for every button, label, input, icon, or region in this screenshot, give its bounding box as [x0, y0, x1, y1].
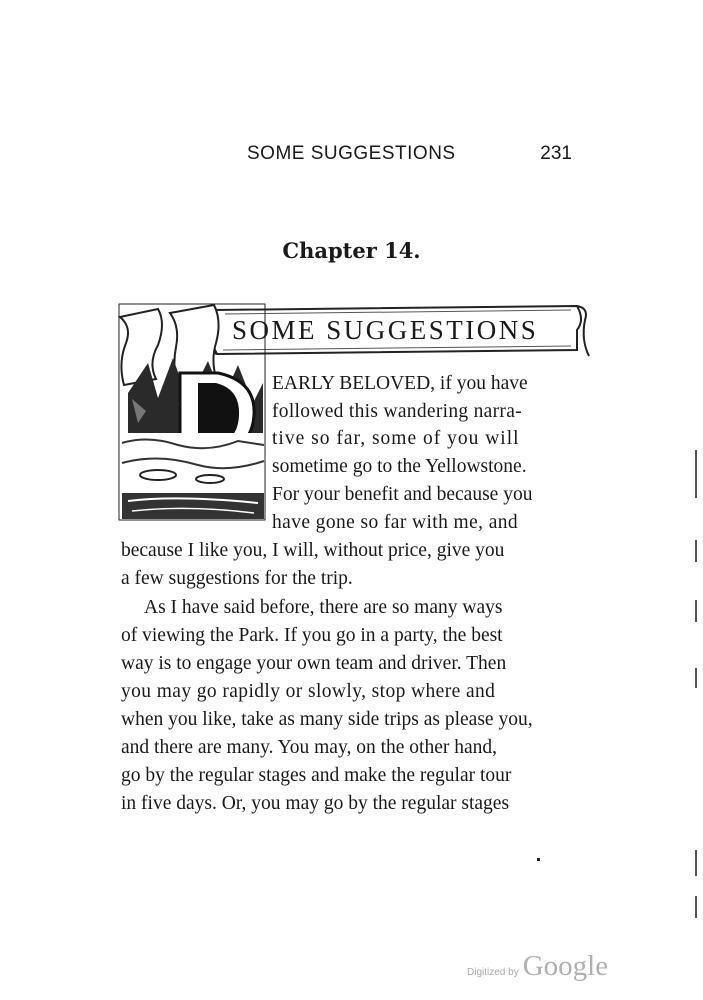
text-line: followed this wandering narra-: [272, 401, 522, 422]
text-line: of viewing the Park. If you go in a party, the best: [121, 625, 503, 646]
scan-mark: [695, 540, 697, 562]
running-title: SOME SUGGESTIONS: [247, 143, 456, 164]
watermark-prefix: Digitized by: [467, 967, 519, 978]
scan-mark: [695, 896, 697, 918]
running-head: [247, 143, 572, 169]
text-line: have gone so far with me, and: [272, 512, 519, 533]
text-line: in five days. Or, you may go by the regular stages: [121, 793, 510, 814]
page-number: 231: [540, 143, 572, 164]
text-line: go by the regular stages and make the regular tour: [121, 765, 512, 786]
text-line: a few suggestions for the trip.: [121, 568, 353, 589]
text-line: you may go rapidly or slowly, stop where and: [121, 681, 496, 702]
scan-mark: [695, 668, 697, 688]
text-line: EARLY BELOVED, if you have: [272, 373, 528, 394]
text-line: because I like you, I will, without price, give you: [121, 540, 505, 561]
text-line: way is to engage your own team and driver. Then: [121, 653, 507, 674]
digitized-watermark: [467, 950, 608, 983]
scan-mark: [695, 450, 697, 498]
scan-dot: [537, 858, 540, 861]
text-line: when you like, take as many side trips as please you,: [121, 709, 533, 730]
text-line: and there are many. You may, on the other hand,: [121, 737, 497, 758]
scan-mark: [695, 600, 697, 622]
text-line: For your benefit and because you: [272, 484, 533, 505]
chapter-heading: Chapter 14.: [282, 238, 421, 263]
initial-letter-illustration: [118, 303, 266, 521]
banner-title: SOME SUGGESTIONS: [232, 315, 539, 345]
text-line: sometime go to the Yellowstone.: [272, 456, 527, 477]
scan-mark: [695, 850, 697, 876]
text-line: As I have said before, there are so many ways: [144, 597, 503, 618]
text-line: tive so far, some of you will: [272, 428, 520, 449]
watermark-brand: Google: [522, 950, 609, 982]
